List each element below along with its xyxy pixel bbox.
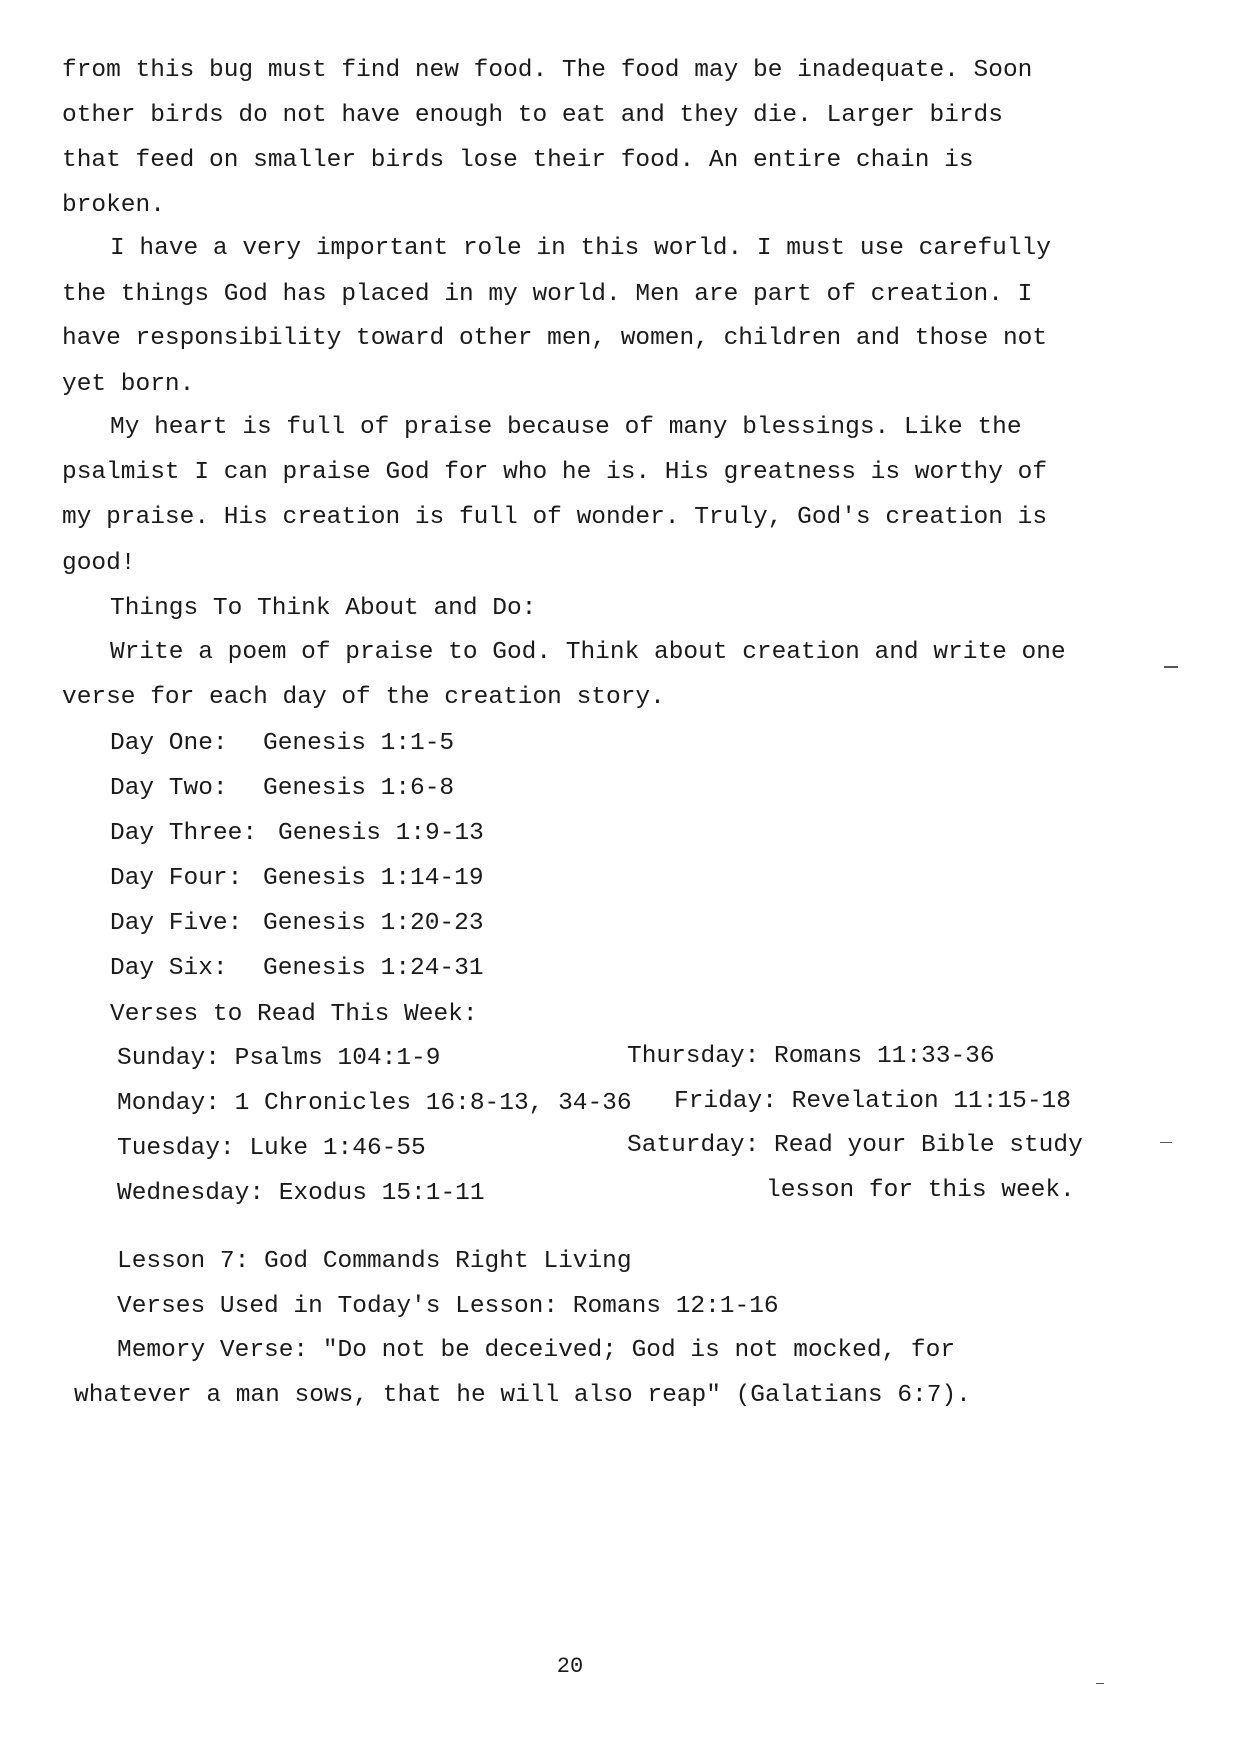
day-four-item (110, 864, 484, 894)
reading-tuesday: Tuesday: Luke 1:46-55 (117, 1135, 426, 1162)
paragraph-2-line-1: I have a very important role in this world. I must use carefully (110, 235, 1051, 262)
reading-friday: Friday: Revelation 11:15-18 (674, 1088, 1071, 1115)
day-reference: Genesis 1:6-8 (263, 775, 455, 802)
day-three-item (110, 819, 484, 849)
next-lesson-title: Lesson 7: God Commands Right Living (117, 1248, 632, 1275)
memory-verse-line-1: Memory Verse: "Do not be deceived; God is not mocked, for (117, 1337, 956, 1364)
activity-heading: Things To Think About and Do: (110, 595, 537, 622)
day-reference: Genesis 1:1-5 (263, 730, 455, 757)
paragraph-1-line-3: that feed on smaller birds lose their food. An entire chain is (62, 147, 974, 174)
reading-monday: Monday: 1 Chronicles 16:8-13, 34-36 (117, 1090, 632, 1117)
day-reference: Genesis 1:20-23 (263, 910, 484, 937)
paragraph-3-line-2: psalmist I can praise God for who he is. His greatness is worthy of (62, 459, 1048, 486)
reading-sunday: Sunday: Psalms 104:1-9 (117, 1045, 441, 1072)
activity-instructions-line-1: Write a poem of praise to God. Think about creation and write one (110, 639, 1066, 666)
day-label: Day Five: (110, 910, 243, 937)
paragraph-1-line-2: other birds do not have enough to eat and they die. Larger birds (62, 102, 1003, 129)
day-label: Day Four: (110, 865, 243, 892)
reading-wednesday: Wednesday: Exodus 15:1-11 (117, 1180, 485, 1207)
day-label: Day One: (110, 730, 228, 757)
paragraph-1-line-1: from this bug must find new food. The food may be inadequate. Soon (62, 57, 1033, 84)
paragraph-3-line-1: My heart is full of praise because of many blessings. Like the (110, 414, 1022, 441)
activity-instructions-line-2: verse for each day of the creation story. (62, 684, 665, 711)
day-reference: Genesis 1:24-31 (263, 955, 484, 982)
paragraph-2-line-4: yet born. (62, 371, 195, 398)
scan-speck (1160, 1142, 1172, 1143)
day-six-item (110, 954, 484, 984)
next-lesson-verses: Verses Used in Today's Lesson: Romans 12:1-16 (117, 1293, 779, 1320)
readings-heading: Verses to Read This Week: (110, 1001, 478, 1028)
day-reference: Genesis 1:9-13 (278, 820, 484, 847)
paragraph-3-line-3: my praise. His creation is full of wonder. Truly, God's creation is (62, 504, 1048, 531)
day-label: Day Two: (110, 775, 228, 802)
day-one-item (110, 729, 455, 759)
reading-saturday-continued: lesson for this week. (766, 1177, 1075, 1204)
scan-speck (1164, 666, 1178, 668)
paragraph-3-line-4: good! (62, 550, 136, 577)
reading-thursday: Thursday: Romans 11:33-36 (627, 1043, 995, 1070)
day-five-item (110, 909, 484, 939)
reading-saturday: Saturday: Read your Bible study (627, 1132, 1083, 1159)
day-two-item (110, 774, 455, 804)
scan-speck (1096, 1683, 1104, 1684)
paragraph-2-line-3: have responsibility toward other men, women, children and those not (62, 325, 1048, 352)
day-label: Day Three: (110, 820, 258, 847)
page-number: 20 (556, 1654, 584, 1679)
memory-verse-line-2: whatever a man sows, that he will also reap" (Galatians 6:7). (74, 1382, 971, 1409)
day-label: Day Six: (110, 955, 228, 982)
paragraph-1-line-4: broken. (62, 192, 165, 219)
paragraph-2-line-2: the things God has placed in my world. Men are part of creation. I (62, 281, 1033, 308)
day-reference: Genesis 1:14-19 (263, 865, 484, 892)
